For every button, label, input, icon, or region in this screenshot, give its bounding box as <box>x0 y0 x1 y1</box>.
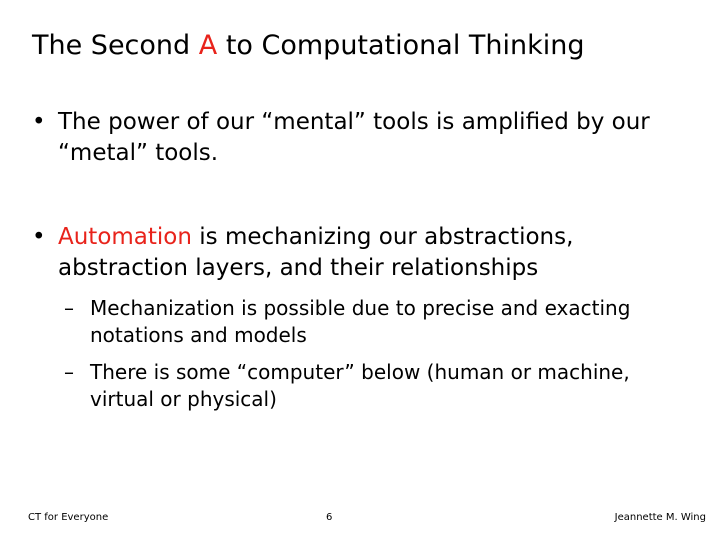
bullet-marker: • <box>32 109 46 135</box>
bullet-item-2 <box>32 222 692 284</box>
title-accent-letter: A <box>198 30 218 61</box>
slide-title <box>32 28 692 64</box>
sub-bullet-marker: – <box>64 296 74 320</box>
title-text-end: to Computational Thinking <box>217 30 585 61</box>
bullet-accent-word: Automation <box>58 224 192 250</box>
bullet-marker: • <box>32 224 46 250</box>
footer-page-number: 6 <box>326 512 333 523</box>
bullet-text <box>58 107 692 169</box>
bullet-text <box>58 222 692 284</box>
footer-author: Jeannette M. Wing <box>614 512 706 523</box>
footer-course-name: CT for Everyone <box>28 512 109 523</box>
bullet-body: The power of our “mental” tools is amplified by our “metal” tools. <box>58 109 650 166</box>
sub-bullet-item-2 <box>64 359 694 413</box>
title-text-start: The Second <box>32 30 199 61</box>
bullet-item-1 <box>32 107 692 169</box>
sub-bullet-text: There is some “computer” below (human or machine, virtual or physical) <box>90 360 630 411</box>
sub-bullet-marker: – <box>64 360 74 384</box>
sub-bullet-item-1 <box>64 295 694 349</box>
bullet-body: is mechanizing our abstractions, abstraction layers, and their relationships <box>58 224 574 281</box>
sub-bullet-text: Mechanization is possible due to precise and exacting notations and models <box>90 296 631 347</box>
